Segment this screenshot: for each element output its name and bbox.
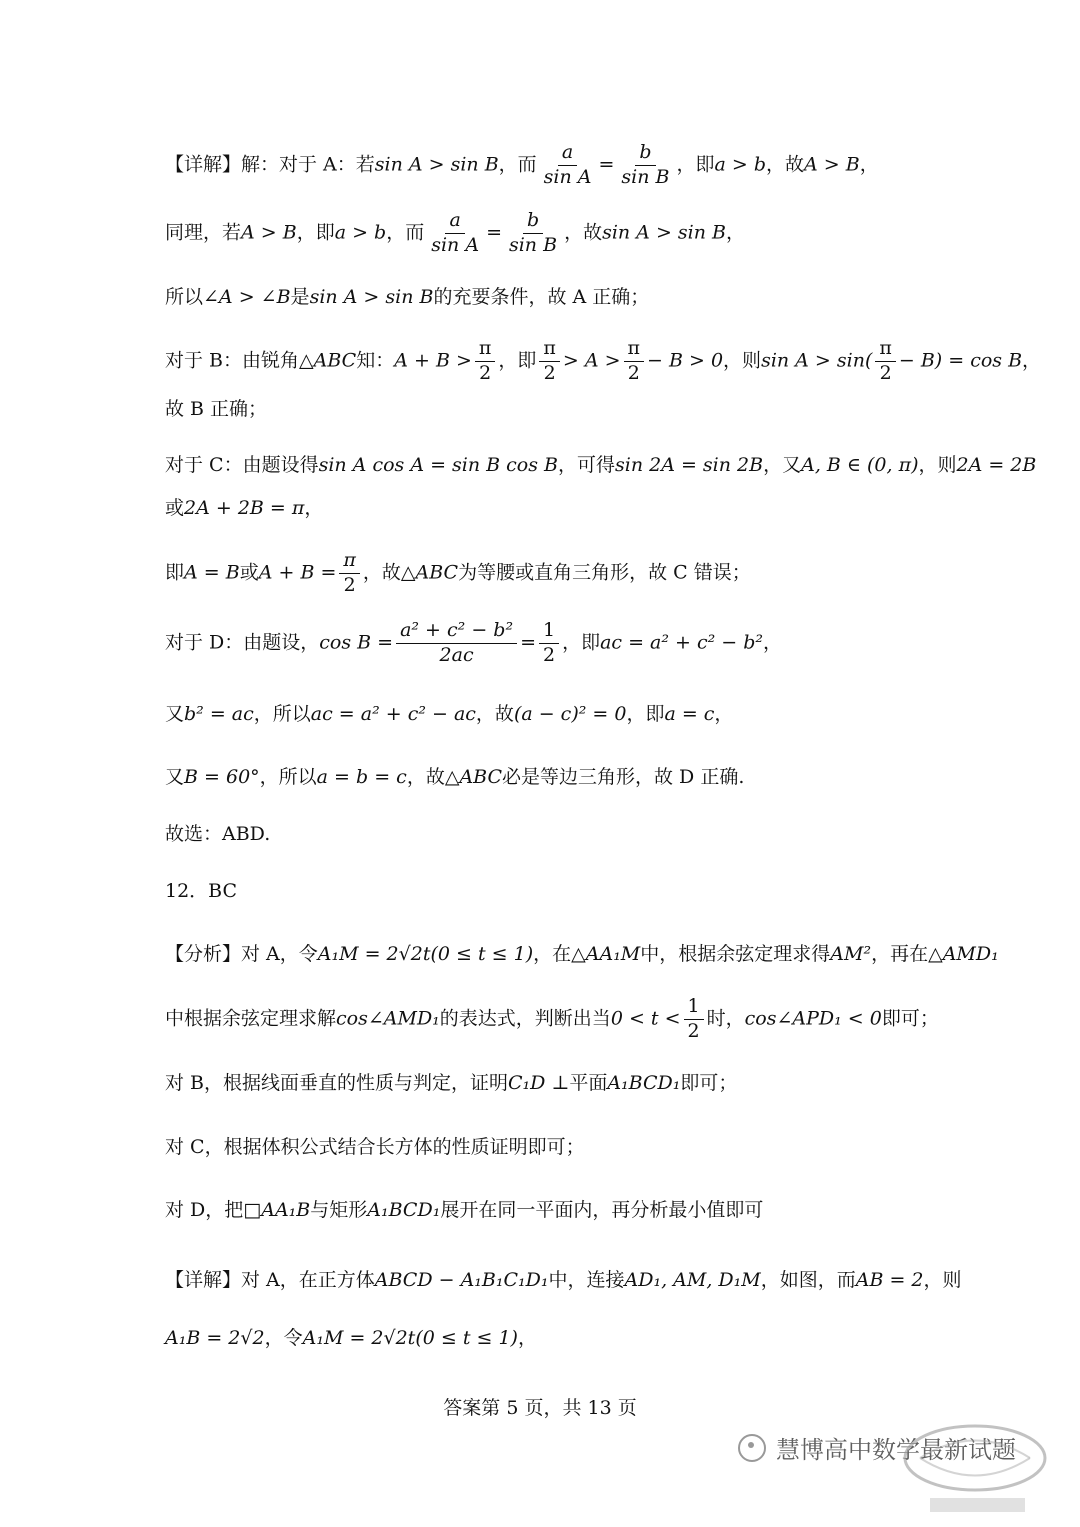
text-line-8 xyxy=(165,550,751,597)
text-line-19 xyxy=(165,1269,962,1292)
math: A = B xyxy=(184,561,240,584)
math: b² = ac xyxy=(184,703,254,725)
math: ABC xyxy=(459,766,503,788)
text: 故选：ABD. xyxy=(165,823,271,845)
text: 对于 B：由锐角△ xyxy=(165,349,314,372)
fraction xyxy=(684,996,704,1043)
text: ，再在△ xyxy=(871,943,943,965)
math: − B > 0 xyxy=(647,349,724,372)
text-line-15 xyxy=(165,996,939,1043)
text: 即可； xyxy=(881,1007,939,1030)
text: 对 B，根据线面垂直的性质与判定，证明 xyxy=(165,1072,509,1094)
text-line-17 xyxy=(165,1136,585,1159)
math: sin A > sin B xyxy=(602,221,726,244)
math: A₁M = 2√2t(0 ≤ t ≤ 1) xyxy=(317,943,534,965)
math: 2A = 2B xyxy=(956,454,1037,476)
text-line-7 xyxy=(165,497,323,520)
text-line-2 xyxy=(165,210,745,257)
numerator: b xyxy=(523,210,543,234)
text: 【分析】对 A，令 xyxy=(165,943,318,965)
text: 即 xyxy=(165,561,185,584)
text-line-6 xyxy=(165,454,1036,477)
text: ，所以 xyxy=(259,766,317,788)
fraction xyxy=(539,620,559,667)
math: ABC xyxy=(313,349,357,372)
text: ， xyxy=(304,497,324,519)
math: = xyxy=(486,221,502,244)
math: AA₁M xyxy=(585,943,641,965)
math: − B) = cos B xyxy=(898,349,1023,372)
math: (a − c)² = 0 xyxy=(513,703,627,725)
text-line-16 xyxy=(165,1072,737,1095)
text-line-9 xyxy=(165,620,782,667)
text: ，故△ xyxy=(406,766,460,788)
text: ， xyxy=(725,221,745,244)
math: AB = 2 xyxy=(855,1269,924,1291)
math: ac = a² + c² − b² xyxy=(600,631,764,654)
text: ，则 xyxy=(723,349,762,372)
denominator: sin B xyxy=(621,165,670,188)
math: = xyxy=(520,631,536,654)
numerator: 1 xyxy=(539,620,559,644)
text: 的表达式，判断出当 xyxy=(439,1007,611,1030)
page-footer: 答案第 5 页，共 13 页 xyxy=(443,1397,637,1419)
text: 中根据余弦定理求解 xyxy=(165,1007,337,1030)
wechat-icon xyxy=(738,1434,766,1462)
math: A > B xyxy=(804,153,860,176)
numerator: π xyxy=(875,338,896,362)
numerator: b xyxy=(635,142,655,166)
math: a = b = c xyxy=(316,766,407,788)
text: ，即 xyxy=(498,349,537,372)
denominator: sin A xyxy=(543,165,592,188)
text: ，而 xyxy=(498,153,537,176)
numerator: a xyxy=(445,210,464,234)
text: ，在△ xyxy=(533,943,586,965)
fraction xyxy=(617,142,673,189)
fraction xyxy=(505,210,561,257)
math: = xyxy=(598,153,615,176)
math: AD₁, AM, D₁M xyxy=(624,1269,761,1291)
text-line-5 xyxy=(165,398,267,421)
math: cos B = xyxy=(319,631,394,654)
denominator: 2ac xyxy=(439,643,474,666)
text: 时， xyxy=(706,1007,745,1030)
text: 对 D，把 xyxy=(165,1199,244,1221)
text: 知： xyxy=(356,349,395,372)
math: A₁BCD₁ xyxy=(367,1199,441,1221)
math: a > b xyxy=(334,221,387,244)
math: B = 60° xyxy=(184,766,260,788)
math: sin A > sin B xyxy=(374,153,499,176)
math: A + B > xyxy=(394,349,472,372)
text: ， xyxy=(517,1327,537,1349)
text: 中，根据余弦定理求得 xyxy=(640,943,831,965)
math: A + B = xyxy=(258,561,337,584)
math: cos∠APD₁ < 0 xyxy=(744,1007,882,1030)
math: a = c xyxy=(664,703,715,725)
math: sin 2A = sin 2B xyxy=(615,454,764,476)
fraction xyxy=(539,338,560,385)
text: 的充要条件，故 A 正确； xyxy=(433,286,650,308)
text: ，所以 xyxy=(253,703,311,725)
math: A₁M = 2√2t(0 ≤ t ≤ 1) xyxy=(302,1327,518,1349)
text: 对 C，根据体积公式结合长方体的性质证明即可； xyxy=(165,1136,585,1158)
text: ，如图，而 xyxy=(760,1269,856,1291)
math: a > b xyxy=(714,153,767,176)
math: ABCD − A₁B₁C₁D₁ xyxy=(374,1269,549,1291)
numerator: π xyxy=(624,338,645,362)
fraction xyxy=(427,210,483,257)
text: 又 xyxy=(165,703,185,725)
denominator: 2 xyxy=(879,361,892,384)
text: 平面 xyxy=(569,1072,608,1094)
denominator: 2 xyxy=(543,361,556,384)
denominator: 2 xyxy=(479,361,492,384)
math: sin A > sin( xyxy=(761,349,873,372)
text: 展开在同一平面内，再分析最小值即可 xyxy=(440,1199,764,1221)
text: 或 xyxy=(239,561,259,584)
text: ，可得 xyxy=(557,454,615,476)
text: ，故 xyxy=(766,153,805,176)
numerator: a² + c² − b² xyxy=(396,620,517,644)
numerator: π xyxy=(339,550,360,574)
fraction xyxy=(396,620,517,667)
text: 又 xyxy=(165,766,185,788)
text: ， xyxy=(714,703,734,725)
text: 【详解】解：对于 A：若 xyxy=(165,153,375,176)
math: A > B xyxy=(241,221,297,244)
text: ，即 xyxy=(676,153,715,176)
text: ，故△ xyxy=(362,561,416,584)
math: 0 < t < xyxy=(610,1007,681,1030)
text: 【详解】对 A，在正方体 xyxy=(165,1269,375,1291)
text: ，故 xyxy=(564,221,603,244)
text: ，而 xyxy=(386,221,425,244)
fraction xyxy=(339,550,360,597)
text: 故 B 正确； xyxy=(165,398,268,420)
text: ，又 xyxy=(763,454,802,476)
text: 所以 xyxy=(165,286,204,308)
text-line-20 xyxy=(165,1327,537,1350)
text: 或 xyxy=(165,497,185,519)
text: ，即 xyxy=(562,631,601,654)
text: 中，连接 xyxy=(548,1269,625,1291)
math: ac = a² + c² − ac xyxy=(310,703,476,725)
math: AM² xyxy=(830,943,872,965)
text: 与矩形 xyxy=(310,1199,368,1221)
text: 同理，若 xyxy=(165,221,242,244)
fraction xyxy=(475,338,496,385)
fraction xyxy=(540,142,596,189)
denominator: 2 xyxy=(627,361,640,384)
numerator: a xyxy=(558,142,577,166)
math: ∠A > ∠B xyxy=(203,286,291,308)
denominator: 2 xyxy=(343,573,356,596)
text: 对于 C：由题设得 xyxy=(165,454,319,476)
text-line-1 xyxy=(165,142,879,189)
fraction xyxy=(875,338,896,385)
fraction xyxy=(624,338,645,385)
text: ，令 xyxy=(264,1327,303,1349)
numerator: π xyxy=(539,338,560,362)
math: □AA₁B xyxy=(243,1199,311,1221)
numerator: 1 xyxy=(684,996,704,1020)
text: 必是等边三角形，故 D 正确. xyxy=(502,766,745,788)
text-line-10 xyxy=(165,703,733,726)
text-line-18 xyxy=(165,1199,763,1222)
numerator: π xyxy=(475,338,496,362)
text-line-3 xyxy=(165,286,649,309)
text: 为等腰或直角三角形，故 C 错误； xyxy=(458,561,751,584)
text-line-11 xyxy=(165,766,744,789)
text: ，则 xyxy=(918,454,957,476)
watermark-logo xyxy=(890,1418,1060,1518)
math: 2A + 2B = π xyxy=(184,497,305,519)
denominator: 2 xyxy=(687,1019,700,1042)
text-line-12 xyxy=(165,823,270,846)
text: 即可； xyxy=(680,1072,738,1094)
math: C₁D ⊥ xyxy=(508,1072,570,1094)
text: ， xyxy=(1022,349,1042,372)
text: ，即 xyxy=(296,221,335,244)
math: cos∠AMD₁ xyxy=(336,1007,440,1030)
math: A₁B = 2√2 xyxy=(165,1327,265,1349)
text: ， xyxy=(763,631,783,654)
denominator: 2 xyxy=(542,643,556,666)
math: AMD₁ xyxy=(942,943,999,965)
text: 对于 D：由题设， xyxy=(165,631,320,654)
math: A₁BCD₁ xyxy=(607,1072,681,1094)
math: sin A cos A = sin B cos B xyxy=(318,454,558,476)
text: ， xyxy=(859,153,879,176)
math: > A > xyxy=(562,349,621,372)
text-line-13 xyxy=(165,880,237,903)
text: ，则 xyxy=(923,1269,962,1291)
denominator: sin B xyxy=(508,233,558,256)
text: ，故 xyxy=(475,703,514,725)
math: ABC xyxy=(415,561,459,584)
watermark-text: 慧博高中数学最新试题 xyxy=(776,1436,1016,1464)
denominator: sin A xyxy=(431,233,480,256)
math: sin A > sin B xyxy=(309,286,434,308)
text-line-14 xyxy=(165,943,999,966)
text: 12．BC xyxy=(165,880,238,902)
text: ，即 xyxy=(626,703,665,725)
text: 是 xyxy=(290,286,310,308)
math: A, B ∈ (0, π) xyxy=(801,454,919,476)
text-line-4 xyxy=(165,338,1041,385)
